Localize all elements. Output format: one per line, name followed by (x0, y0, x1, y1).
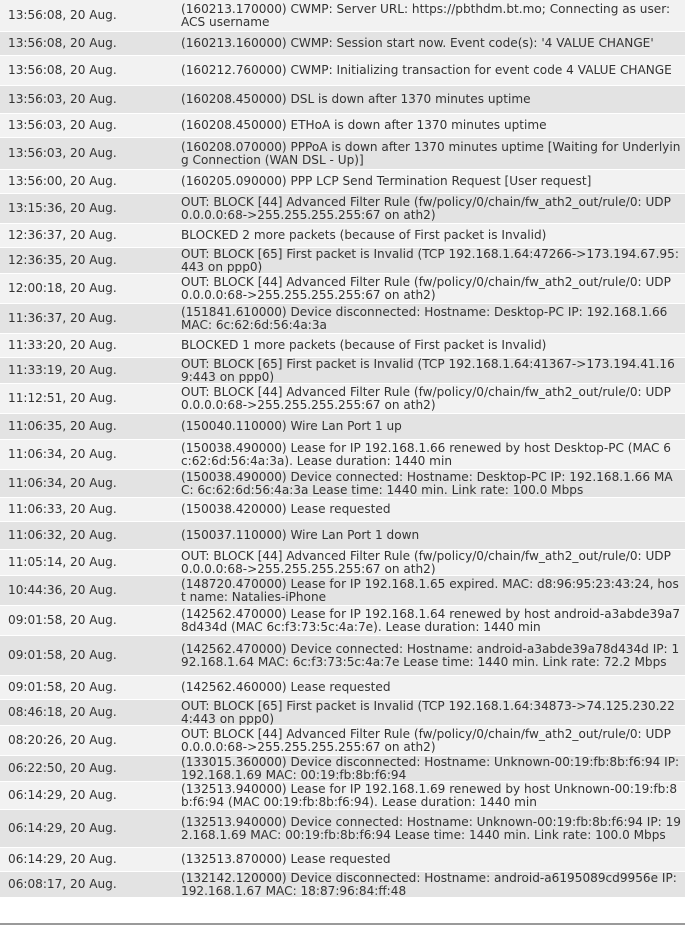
log-row (0, 114, 685, 138)
log-message: (133015.360000) Device disconnected: Hostname: Unknown-00:19:fb:8b:f6:94 IP: 192.168.1.69 MAC: 00:19:fb:8b:f6:94 (181, 756, 680, 782)
log-time: 13:56:03, 20 Aug. (8, 118, 117, 132)
log-time: 11:36:37, 20 Aug. (8, 311, 117, 325)
log-time: 11:06:32, 20 Aug. (8, 528, 117, 542)
log-time: 08:20:26, 20 Aug. (8, 733, 117, 747)
log-message: (132513.870000) Lease requested (181, 852, 391, 866)
log-row (0, 782, 685, 810)
log-row (0, 170, 685, 194)
log-time: 11:33:20, 20 Aug. (8, 338, 117, 352)
log-message: OUT: BLOCK [44] Advanced Filter Rule (fw/policy/0/chain/fw_ath2_out/rule/0: UDP 0.0.0.0:68->255.255.255.255:67 on ath2) (181, 384, 671, 412)
log-row (0, 756, 685, 782)
log-time: 11:06:35, 20 Aug. (8, 419, 117, 433)
log-message: OUT: BLOCK [65] First packet is Invalid (TCP 192.168.1.64:47266->173.194.67.95:443 on ppp0) (181, 248, 679, 274)
log-time: 06:08:17, 20 Aug. (8, 877, 117, 891)
log-row (0, 872, 685, 898)
log-time: 11:12:51, 20 Aug. (8, 391, 117, 405)
log-message: (132142.120000) Device disconnected: Hostname: android-a6195089cd9956e IP: 192.168.1.67 MAC: 18:87:96:84:ff:48 (181, 872, 677, 898)
log-message: (148720.470000) Lease for IP 192.168.1.65 expired. MAC: d8:96:95:23:43:24, host name: Natalies-iPhone (181, 576, 679, 604)
log-row (0, 334, 685, 358)
log-time: 06:14:29, 20 Aug. (8, 821, 117, 835)
log-message: (160208.450000) DSL is down after 1370 minutes uptime (181, 92, 531, 106)
log-message: OUT: BLOCK [65] First packet is Invalid (TCP 192.168.1.64:41367->173.194.41.169:443 on ppp0) (181, 358, 675, 384)
log-row (0, 606, 685, 636)
log-message: (150038.490000) Lease for IP 192.168.1.66 renewed by host Desktop-PC (MAC 6c:62:6d:56:4a:3a). Lease duration: 1440 min (181, 440, 671, 468)
log-time: 06:14:29, 20 Aug. (8, 788, 117, 802)
log-row (0, 304, 685, 334)
log-message: (160212.760000) CWMP: Initializing transaction for event code 4 VALUE CHANGE (181, 63, 672, 77)
log-time: 06:14:29, 20 Aug. (8, 852, 117, 866)
log-message: (132513.940000) Lease for IP 192.168.1.69 renewed by host Unknown-00:19:fb:8b:f6:94 (MAC 00:19:fb:8b:f6:94). Lease duration: 1440 min (181, 782, 678, 809)
log-row (0, 636, 685, 676)
log-message: (160205.090000) PPP LCP Send Termination Request [User request] (181, 174, 592, 188)
log-row (0, 522, 685, 550)
log-time: 11:05:14, 20 Aug. (8, 555, 117, 569)
log-message: (150040.110000) Wire Lan Port 1 up (181, 419, 402, 433)
log-time: 09:01:58, 20 Aug. (8, 648, 117, 662)
log-message: OUT: BLOCK [44] Advanced Filter Rule (fw/policy/0/chain/fw_ath2_out/rule/0: UDP 0.0.0.0:68->255.255.255.255:67 on ath2) (181, 274, 671, 302)
log-row (0, 550, 685, 576)
log-message: (160208.070000) PPPoA is down after 1370 minutes uptime [Waiting for Underlying Connection (WAN DSL - Up)] (181, 139, 681, 167)
log-time: 12:00:18, 20 Aug. (8, 281, 117, 295)
log-message: BLOCKED 2 more packets (because of First packet is Invalid) (181, 228, 547, 242)
log-time: 13:56:03, 20 Aug. (8, 146, 117, 160)
log-row (0, 138, 685, 170)
log-row (0, 414, 685, 440)
log-time: 13:15:36, 20 Aug. (8, 201, 117, 215)
log-row (0, 470, 685, 498)
log-row (0, 384, 685, 414)
log-row (0, 86, 685, 114)
log-message: (160208.450000) ETHoA is down after 1370 minutes uptime (181, 118, 547, 132)
log-row (0, 274, 685, 304)
log-time: 13:56:00, 20 Aug. (8, 174, 117, 188)
log-row (0, 726, 685, 756)
log-message: (132513.940000) Device connected: Hostname: Unknown-00:19:fb:8b:f6:94 IP: 192.168.1.69 MAC: 00:19:fb:8b:f6:94 Lease time: 1440 min. Link rate: 100.0 Mbps (181, 814, 681, 842)
log-time: 13:56:03, 20 Aug. (8, 92, 117, 106)
log-time: 13:56:08, 20 Aug. (8, 63, 117, 77)
log-message: (142562.470000) Lease for IP 192.168.1.64 renewed by host android-a3abde39a78d434d (MAC 6c:f3:73:5c:4a:7e). Lease duration: 1440 min (181, 606, 681, 634)
log-row (0, 56, 685, 86)
log-row (0, 194, 685, 224)
log-time: 11:06:34, 20 Aug. (8, 447, 117, 461)
log-row (0, 0, 685, 32)
log-time: 13:56:08, 20 Aug. (8, 8, 117, 22)
log-row (0, 700, 685, 726)
log-row (0, 848, 685, 872)
log-message: (150037.110000) Wire Lan Port 1 down (181, 528, 420, 542)
log-time: 09:01:58, 20 Aug. (8, 613, 117, 627)
log-time: 09:01:58, 20 Aug. (8, 680, 117, 694)
log-message: OUT: BLOCK [44] Advanced Filter Rule (fw/policy/0/chain/fw_ath2_out/rule/0: UDP 0.0.0.0:68->255.255.255.255:67 on ath2) (181, 194, 671, 222)
log-message: (150038.490000) Device connected: Hostname: Desktop-PC IP: 192.168.1.66 MAC: 6c:62:6d:56:4a:3a Lease time: 1440 min. Link rate: 100.0 Mbps (181, 470, 673, 497)
log-message: OUT: BLOCK [65] First packet is Invalid (TCP 192.168.1.64:34873->74.125.230.224:443 on ppp0) (181, 700, 675, 726)
log-row (0, 358, 685, 384)
log-time: 12:36:37, 20 Aug. (8, 228, 117, 242)
log-message: BLOCKED 1 more packets (because of First packet is Invalid) (181, 338, 547, 352)
log-row (0, 576, 685, 606)
log-message: (160213.160000) CWMP: Session start now. Event code(s): '4 VALUE CHANGE' (181, 36, 654, 50)
log-row (0, 224, 685, 248)
log-time: 11:33:19, 20 Aug. (8, 363, 117, 377)
log-message: (142562.470000) Device connected: Hostname: android-a3abde39a78d434d IP: 192.168.1.64 MAC: 6c:f3:73:5c:4a:7e Lease time: 1440 min. Link rate: 72.2 Mbps (181, 641, 680, 669)
log-time: 11:06:34, 20 Aug. (8, 476, 117, 490)
log-message: (142562.460000) Lease requested (181, 680, 391, 694)
log-message: OUT: BLOCK [44] Advanced Filter Rule (fw/policy/0/chain/fw_ath2_out/rule/0: UDP 0.0.0.0:68->255.255.255.255:67 on ath2) (181, 726, 671, 754)
log-row (0, 498, 685, 522)
log-time: 13:56:08, 20 Aug. (8, 36, 117, 50)
log-row (0, 440, 685, 470)
log-time: 10:44:36, 20 Aug. (8, 583, 117, 597)
log-row (0, 676, 685, 700)
log-time: 11:06:33, 20 Aug. (8, 502, 117, 516)
log-message: (151841.610000) Device disconnected: Hostname: Desktop-PC IP: 192.168.1.66 MAC: 6c:62:6d:56:4a:3a (181, 304, 668, 332)
log-time: 06:22:50, 20 Aug. (8, 761, 117, 775)
log-row (0, 810, 685, 848)
log-time: 12:36:35, 20 Aug. (8, 253, 117, 267)
log-message: (160213.170000) CWMP: Server URL: https://pbthdm.bt.mo; Connecting as user: ACS username (181, 1, 671, 29)
log-time: 08:46:18, 20 Aug. (8, 705, 117, 719)
log-message: OUT: BLOCK [44] Advanced Filter Rule (fw/policy/0/chain/fw_ath2_out/rule/0: UDP 0.0.0.0:68->255.255.255.255:67 on ath2) (181, 550, 671, 576)
log-row (0, 32, 685, 56)
log-row (0, 248, 685, 274)
log-message: (150038.420000) Lease requested (181, 502, 391, 516)
